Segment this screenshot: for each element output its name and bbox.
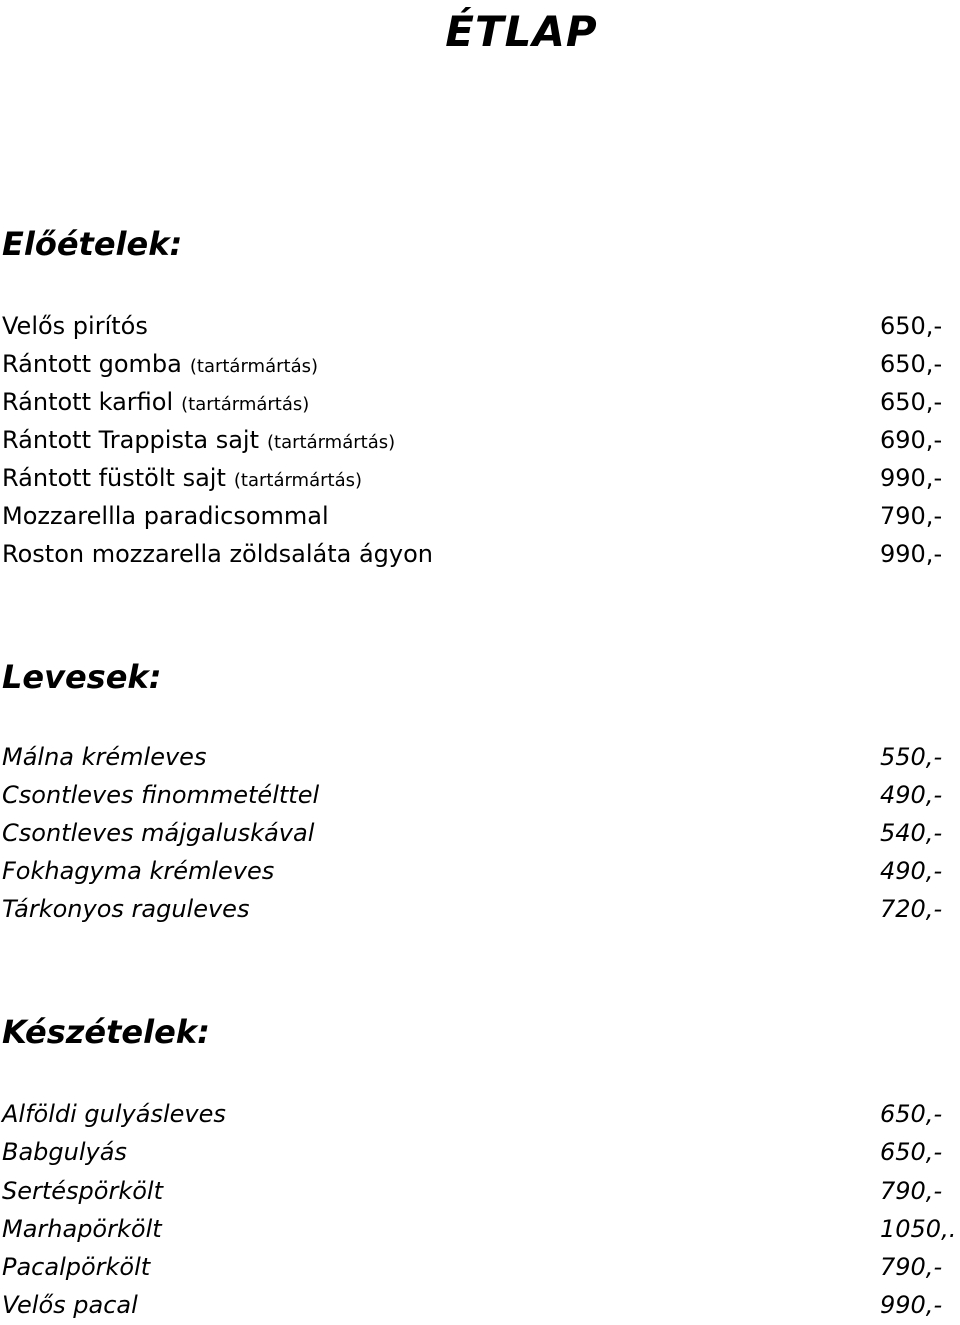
menu-item bbox=[0, 1133, 960, 1171]
item-name: Rántott karfiol (tartármártás) bbox=[2, 388, 310, 416]
soups-list bbox=[0, 738, 960, 928]
item-price: 790,- bbox=[880, 1176, 943, 1205]
item-name: Velős pacal bbox=[2, 1291, 138, 1320]
item-price: 540,- bbox=[880, 819, 943, 847]
item-price: 990,- bbox=[880, 464, 943, 492]
menu-item bbox=[0, 776, 960, 814]
item-name: Velős pirítós bbox=[2, 312, 148, 340]
menu-item bbox=[0, 852, 960, 890]
menu-item bbox=[0, 814, 960, 852]
item-name: Tárkonyos raguleves bbox=[2, 895, 250, 923]
item-price: 790,- bbox=[880, 1253, 943, 1282]
section-heading-main-dishes: Készételek: bbox=[2, 1013, 210, 1051]
item-price: 990,- bbox=[880, 1291, 943, 1320]
item-price: 790,- bbox=[880, 502, 943, 530]
section-heading-soups: Levesek: bbox=[2, 658, 162, 696]
menu-item bbox=[0, 738, 960, 776]
item-name: Csontleves májgaluskával bbox=[2, 819, 315, 847]
item-price: 1050,. bbox=[880, 1214, 957, 1243]
menu-item bbox=[0, 497, 960, 535]
menu-item bbox=[0, 1286, 960, 1324]
item-name: Fokhagyma krémleves bbox=[2, 857, 275, 885]
menu-item bbox=[0, 1095, 960, 1133]
menu-item bbox=[0, 421, 960, 459]
item-price: 490,- bbox=[880, 857, 943, 885]
item-price: 650,- bbox=[880, 312, 943, 340]
item-name: Málna krémleves bbox=[2, 743, 207, 771]
menu-item bbox=[0, 1248, 960, 1286]
menu-item bbox=[0, 535, 960, 573]
starters-list bbox=[0, 307, 960, 573]
item-price: 650,- bbox=[880, 350, 943, 378]
item-price: 720,- bbox=[880, 895, 943, 923]
item-name: Marhapörkölt bbox=[2, 1214, 162, 1243]
menu-item bbox=[0, 383, 960, 421]
item-name: Csontleves finommetélttel bbox=[2, 781, 320, 809]
menu-item bbox=[0, 890, 960, 928]
item-price: 690,- bbox=[880, 426, 943, 454]
item-name: Pacalpörkölt bbox=[2, 1253, 151, 1282]
item-name: Roston mozzarella zöldsaláta ágyon bbox=[2, 540, 434, 568]
item-name: Rántott gomba (tartármártás) bbox=[2, 350, 318, 378]
menu-item bbox=[0, 1210, 960, 1248]
menu-item bbox=[0, 1172, 960, 1210]
item-price: 990,- bbox=[880, 540, 943, 568]
item-name: Babgulyás bbox=[2, 1138, 127, 1167]
section-heading-starters: Előételek: bbox=[2, 225, 183, 263]
item-price: 650,- bbox=[880, 1100, 943, 1128]
item-name: Mozzarellla paradicsommal bbox=[2, 502, 329, 530]
item-name: Alföldi gulyásleves bbox=[2, 1100, 226, 1128]
item-price: 650,- bbox=[880, 388, 943, 416]
item-price: 550,- bbox=[880, 743, 943, 771]
item-price: 650,- bbox=[880, 1138, 943, 1167]
main-dishes-list bbox=[0, 1095, 960, 1325]
menu-title: ÉTLAP bbox=[445, 7, 598, 56]
item-name: Sertéspörkölt bbox=[2, 1176, 163, 1205]
item-name: Rántott füstölt sajt (tartármártás) bbox=[2, 464, 363, 492]
menu-item bbox=[0, 459, 960, 497]
menu-item bbox=[0, 307, 960, 345]
item-price: 490,- bbox=[880, 781, 943, 809]
item-name: Rántott Trappista sajt (tartármártás) bbox=[2, 426, 396, 454]
menu-item bbox=[0, 345, 960, 383]
